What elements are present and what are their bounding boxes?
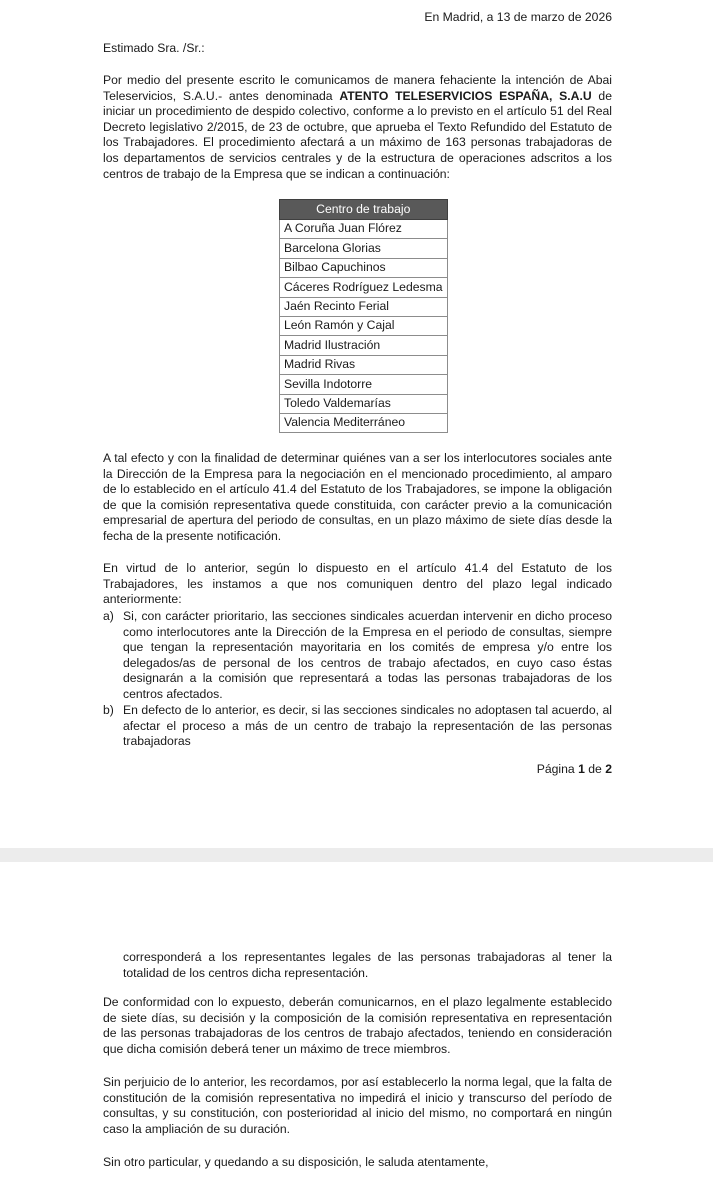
table-row <box>280 355 448 374</box>
table-cell: Sevilla Indotorre <box>280 375 448 394</box>
list-item-b <box>103 703 612 750</box>
legal-reminder-paragraph: Sin perjuicio de lo anterior, les recordamos, por así establecerlo la norma legal, que la falta de constitución de la comisión representativa no impedirá el inicio y transcurso del período de consultas, y su constitución, con posterioridad al inicio del mismo, no comportará en ningún caso la ampliación de su duración. <box>103 1075 612 1136</box>
letter-date: En Madrid, a 13 de marzo de 2026 <box>424 10 612 24</box>
table-row <box>280 278 448 297</box>
purpose-paragraph: A tal efecto y con la finalidad de determinar quiénes van a ser los interlocutores sociales ante la Dirección de la Empresa para la negociación en el mencionado procedimiento, al amparo de lo establecido en el artículo 41.4 del Estatuto de los Trabajadores, se impone la obligación de que la comisión representativa quede constituida, con carácter previo a la comunicación empresarial de apertura del periodo de consultas, en un plazo máximo de siete días desde la fecha de la presente notificación. <box>103 451 612 543</box>
table-cell: A Coruña Juan Flórez <box>280 220 448 239</box>
table-cell: Bilbao Capuchinos <box>280 258 448 277</box>
list-item-text: En defecto de lo anterior, es decir, si las secciones sindicales no adoptasen tal acuerdo, al afectar el proceso a más de un centro de trabajo la representación de las personas trabajadoras <box>123 703 612 749</box>
page-of: de <box>584 762 606 776</box>
table-cell: Madrid Rivas <box>280 355 448 374</box>
table-row <box>280 258 448 277</box>
table-row <box>280 375 448 394</box>
letter-greeting: Estimado Sra. /Sr.: <box>103 41 205 55</box>
page-separator <box>0 848 713 862</box>
list-item-text: Si, con carácter prioritario, las secciones sindicales acuerdan intervenir en dicho proceso como interlocutores ante la Dirección de la Empresa en el periodo de consultas, siempre que tengan la representación mayoritaria en los comités de empresa y/o entre los delegados/as de personal de los centros de trabajo afectados, en cuyo caso éstas designarán a la comisión que representará a todas las personas trabajadoras de los centros afectados. <box>123 609 612 701</box>
table-cell: Toledo Valdemarías <box>280 394 448 413</box>
intro-paragraph <box>103 73 612 182</box>
intro-text-end: de iniciar un procedimiento de despido colectivo, conforme a lo previsto en el artículo 51 del Real Decreto legislativo 2/2015, de 23 de octubre, que aprueba el Texto Refundido del Estatuto de los Trabajadores. El procedimiento afectará a un máximo de 163 personas trabajadoras de los departamentos de servicios centrales y de la estructura de operaciones adscritos a los centros de trabajo de la Empresa que se indican a continuación: <box>103 88 612 181</box>
table-row <box>280 239 448 258</box>
table-row <box>280 336 448 355</box>
table-row <box>280 220 448 239</box>
request-paragraph: En virtud de lo anterior, según lo dispuesto en el artículo 41.4 del Estatuto de los Trabajadores, les instamos a que nos comuniquen dentro del plazo legal indicado anteriormente: <box>103 561 612 607</box>
table-cell: Barcelona Glorias <box>280 239 448 258</box>
table-cell: Jaén Recinto Ferial <box>280 297 448 316</box>
table-row <box>280 297 448 316</box>
table-cell: Valencia Mediterráneo <box>280 413 448 432</box>
page-current: 1 <box>578 762 585 776</box>
table-header: Centro de trabajo <box>280 200 448 220</box>
company-name-bold: ATENTO TELESERVICIOS ESPAÑA, S.A.U <box>339 88 592 103</box>
list-marker: b) <box>103 703 114 717</box>
intro-text-start: Por medio del presente escrito le comunicamos de manera fehaciente la intención de Abai Teleservicios, S.A.U.- antes denominada <box>103 73 612 103</box>
letter-page-2 <box>0 862 713 1200</box>
table-row <box>280 413 448 432</box>
list-item-b-continuation: corresponderá a los representantes legales de las personas trabajadoras al tener la totalidad de los centros dicha representación. <box>123 950 612 980</box>
closing-paragraph: Sin otro particular, y quedando a su disposición, le saluda atentamente, <box>103 1155 489 1169</box>
table-cell: León Ramón y Cajal <box>280 316 448 335</box>
table-cell: Cáceres Rodríguez Ledesma <box>280 278 448 297</box>
page-total: 2 <box>605 762 612 776</box>
table-header-row <box>280 200 448 220</box>
table-cell: Madrid Ilustración <box>280 336 448 355</box>
work-centers-table <box>279 199 448 433</box>
page-number <box>537 762 612 778</box>
deadline-paragraph: De conformidad con lo expuesto, deberán comunicarnos, en el plazo legalmente establecido de siete días, su decisión y la composición de la comisión representativa en representación de las personas trabajadoras de los centros de trabajo afectados, teniendo en consideración que dicha comisión deberá tener un máximo de trece miembros. <box>103 995 612 1056</box>
table-row <box>280 316 448 335</box>
table-row <box>280 394 448 413</box>
list-marker: a) <box>103 609 114 623</box>
page-label: Página <box>536 762 579 776</box>
list-item-a <box>103 609 612 703</box>
